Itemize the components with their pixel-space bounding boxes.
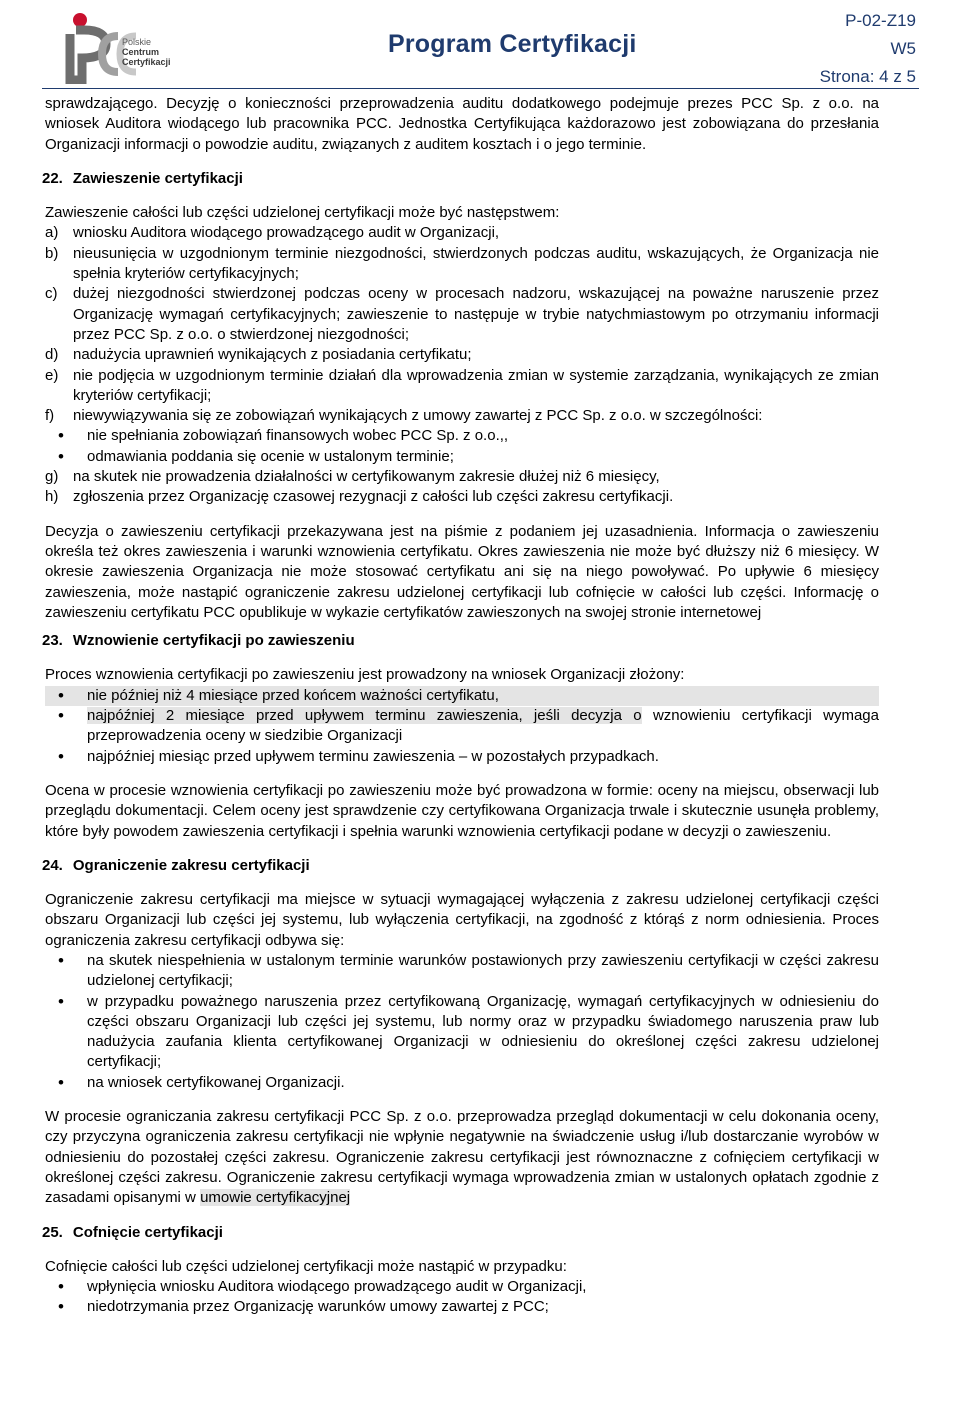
section-22-closing: Decyzja o zawieszeniu certyfikacji przekazywana jest na piśmie z podaniem jej uzasadnienia. Informacja o zawieszeniu określa też okres zawieszenia i warunki wznowienia certyfikatu. Okres zawieszenia nie może być dłuższy niż 6 miesięcy. W okresie zawieszenia Organizacja nie może stosować certyfikatu ani się na niego powoływać. Po upływie 6 miesięcy zawieszenia, może nastąpić ograniczenie zakresu udzielonej certyfikacji lub cofnięcie w całości lub części. Informację o zawieszeniu certyfikatu PCC opublikuje w wykazie certyfikatów zawieszonych na swojej stronie internetowej	[45, 522, 879, 621]
section-25-number: 25.	[42, 1223, 63, 1241]
list-marker: d)	[45, 346, 59, 364]
list-item	[45, 223, 879, 243]
bullet-item: • odmawiania poddania się ocenie w ustalonym terminie;	[45, 447, 879, 467]
list-item-text: na skutek nie prowadzenia działalności w certyfikowanym zakresie dłużej niż 6 miesięcy,	[73, 468, 660, 486]
section-25-title: Cofnięcie certyfikacji	[72, 1223, 223, 1241]
section-24-heading	[42, 856, 879, 876]
document-version: W5	[890, 39, 916, 58]
list-item-text: zgłoszenia przez Organizację czasowej rezygnacji z całości lub części zakresu certyfikacji.	[73, 488, 674, 506]
intro-paragraph: sprawdzającego. Decyzję o konieczności przeprowadzenia auditu dodatkowego podejmuje prezes PCC Sp. z o.o. na wniosek Auditora wiodącego lub pracownika PCC. Jednostka Certyfikująca każdorazowo jest zobowiązana do przesłania Organizacji informacji o powodzie auditu, związanych z auditem kosztach i o jego terminie.	[45, 95, 879, 153]
list-marker: e)	[45, 366, 59, 384]
bullet-item	[45, 706, 879, 747]
document-title: Program Certyfikacji	[388, 30, 637, 58]
page-header	[0, 0, 960, 88]
section-23-heading	[42, 631, 879, 651]
logo-line-3: Certyfikacji	[122, 57, 171, 67]
bullet-item: • na wniosek certyfikowanej Organizacji.	[45, 1073, 879, 1093]
section-22-lead: Zawieszenie całości lub części udzielonej certyfikacji może być następstwem:	[45, 204, 560, 222]
bullet-item: • wpłynięcia wniosku Auditora wiodącego prowadzącego audit w Organizacji,	[45, 1277, 879, 1297]
section-24-title: Ograniczenie zakresu certyfikacji	[72, 856, 310, 874]
section-22-heading	[42, 169, 879, 189]
list-item	[45, 366, 879, 407]
bullet-item: • na skutek niespełnienia w ustalonym terminie warunków postawionych przy zawieszeniu certyfikacji w części zakresu udzielonej certyfikacji;	[45, 951, 879, 992]
logo-line-1: Polskie	[122, 37, 152, 47]
section-24-number: 24.	[42, 856, 63, 874]
bullet-item: • najpóźniej miesiąc przed upływem terminu zawieszenia – w pozostałych przypadkach.	[45, 747, 879, 767]
list-marker: a)	[45, 224, 59, 242]
section-24-closing-text: W procesie ograniczania zakresu certyfikacji PCC Sp. z o.o. przeprowadza przegląd dokumentacji w celu dokonania oceny, czy przyczyna ograniczenia zakresu certyfikacji nie wpłynie negatywnie na świadczenie usług i/lub dostarczanie wyrobów w odniesieniu do pozostałej części zakresu. Ograniczenie zakresu certyfikacji jest równoznaczne z cofnięciem certyfikacji w określonej części zakresu. Ograniczenie zakresu certyfikacji wymaga wprowadzenia zmian w ustalonych opłatach zgodnie z zasadami opisanymi w	[45, 1108, 879, 1207]
list-marker: h)	[45, 488, 59, 506]
section-22-list	[45, 223, 879, 426]
list-item	[45, 244, 879, 285]
document-body	[42, 92, 879, 1318]
bullet-item: • nie spełniania zobowiązań finansowych wobec PCC Sp. z o.o.,,	[45, 426, 879, 446]
header-divider	[42, 88, 919, 89]
bullet-item: • niedotrzymania przez Organizację warunków umowy zawartej z PCC;	[45, 1297, 879, 1317]
bullet-item: • nie później niż 4 miesiące przed końcem ważności certyfikatu,	[45, 686, 879, 706]
list-item-text: wniosku Auditora wiodącego prowadzącego audit w Organizacji,	[73, 224, 500, 242]
list-marker: c)	[45, 285, 58, 303]
list-item-text: nieusunięcia w uzgodnionym terminie niezgodności, stwierdzonych podczas auditu, wskazujących, że Organizacja nie spełnia kryteriów certyfikacyjnych;	[73, 244, 879, 283]
bullet-text-rest: wznowieniu certyfikacji wymaga przeprowadzenia oceny w siedzibie Organizacji	[87, 707, 879, 745]
highlighted-text: umowie certyfikacyjnej	[200, 1189, 351, 1207]
logo-text	[122, 37, 171, 67]
section-24-closing	[45, 1107, 879, 1208]
section-25-bullets	[45, 1277, 879, 1318]
section-23-bullets	[45, 686, 879, 767]
highlighted-text: najpóźniej 2 miesiące przed upływem terminu zawieszenia, jeśli decyzja o	[87, 707, 642, 725]
section-23-title: Wznowienie certyfikacji po zawieszeniu	[72, 632, 355, 650]
page-number: Strona: 4 z 5	[819, 67, 916, 86]
section-25-heading	[42, 1223, 879, 1243]
logo-line-2: Centrum	[122, 47, 160, 57]
section-22-list-continued	[45, 467, 879, 508]
list-item-text: niewywiązywania się ze zobowiązań wynikających z umowy zawartej z PCC Sp. z o.o. w szczególności:	[73, 407, 763, 425]
section-23-lead: Proces wznowienia certyfikacji po zawieszeniu jest prowadzony na wniosek Organizacji złożony:	[45, 666, 685, 684]
section-24-lead: Ograniczenie zakresu certyfikacji ma miejsce w sytuacji wymagającej wyłączenia z zakresu udzielonej certyfikacji części obszaru Organizacji lub części jej systemu, lub wyłączenia certyfikacji, na zgodność z którąś z norm odniesienia. Proces ograniczenia zakresu certyfikacji odbywa się:	[45, 891, 879, 949]
bullet-item: • w przypadku poważnego naruszenia przez certyfikowaną Organizację, wymagań certyfikacyjnych w odniesieniu do części obszaru Organizacji lub części jej systemu, lub normy oraz w przypadku świadomego naruszenia praw lub nadużycia zaufania klienta certyfikowanej Organizacji w odniesieniu do określonej części zakresu udzielonej certyfikacji;	[45, 992, 879, 1073]
list-item	[45, 284, 879, 345]
list-marker: g)	[45, 468, 59, 486]
list-item-text: nie podjęcia w uzgodnionym terminie działań dla wprowadzenia zmian w systemie zarządzania, wynikających ze zmian kryteriów certyfikacji;	[73, 366, 879, 404]
section-24-bullets	[45, 951, 879, 1093]
section-22-title: Zawieszenie certyfikacji	[72, 169, 243, 187]
section-22-number: 22.	[42, 169, 63, 187]
list-item	[45, 345, 879, 365]
list-item	[45, 487, 879, 507]
list-marker: b)	[45, 244, 59, 262]
list-marker: f)	[45, 407, 55, 425]
document-code-block	[820, 7, 916, 91]
document-code: P-02-Z19	[845, 11, 916, 30]
list-item	[45, 467, 879, 487]
list-item-text: nadużycia uprawnień wynikających z posiadania certyfikatu;	[73, 346, 472, 364]
section-23-closing: Ocena w procesie wznowienia certyfikacji po zawieszeniu może być prowadzona w formie: oceny na miejscu, obserwacji lub przeglądu dokumentacji. Celem oceny jest sprawdzenie czy certyfikowana Organizacja trwale i skutecznie usunęła problemy, które były powodem zawieszenia certyfikacji i spełnia warunki wznowienia certyfikacji podane w decyzji o zawieszeniu.	[45, 781, 879, 840]
section-25-lead: Cofnięcie całości lub części udzielonej certyfikacji może nastąpić w przypadku:	[45, 1257, 567, 1275]
section-22-sub-bullets	[45, 426, 879, 467]
list-item-text: dużej niezgodności stwierdzonej podczas oceny w procesach nadzoru, wskazującej na poważne naruszenie przez Organizację wymagań certyfikacyjnych; zawieszenie to następuje w trybie natychmiastowym po otrzymaniu informacji przez PCC Sp. z o.o. o stwierdzonej niezgodności;	[73, 285, 879, 343]
section-23-number: 23.	[42, 632, 63, 650]
list-item	[45, 406, 879, 426]
